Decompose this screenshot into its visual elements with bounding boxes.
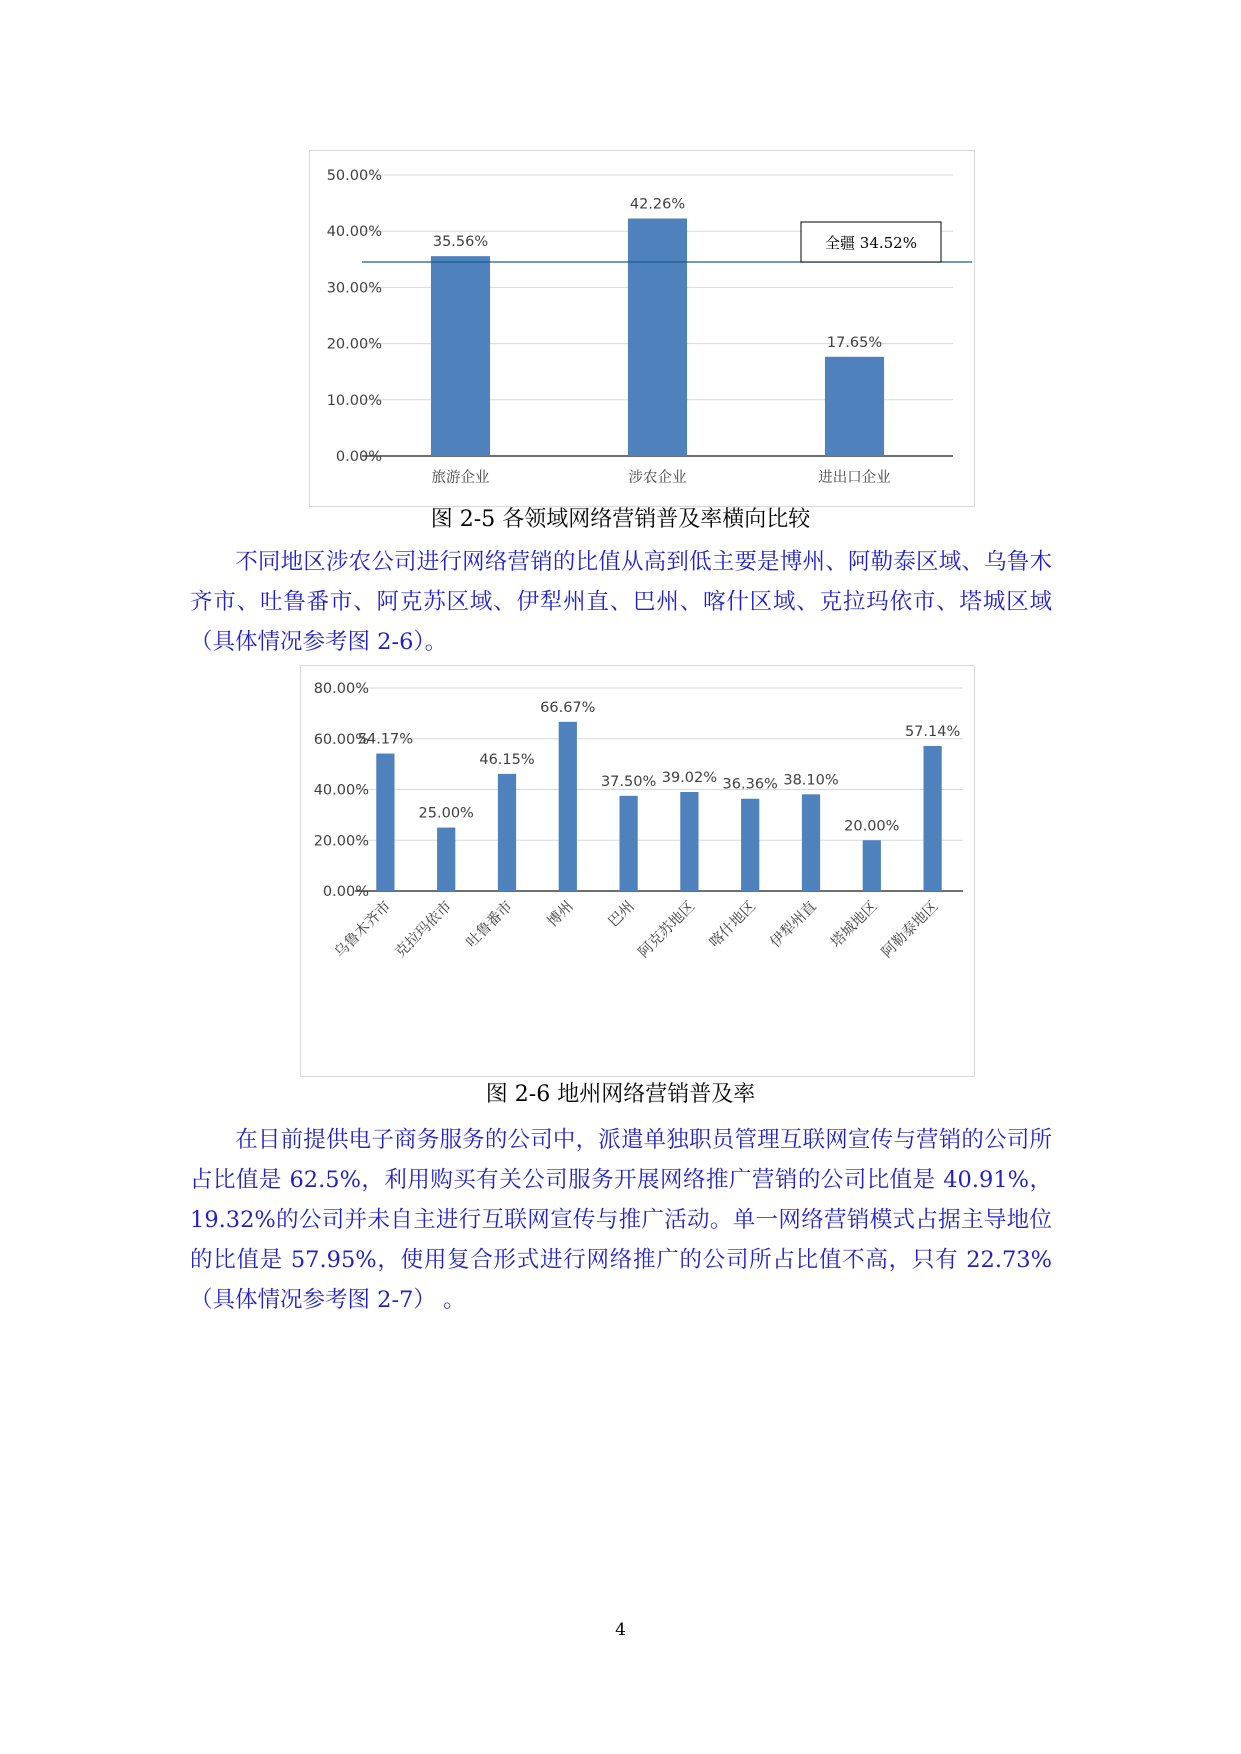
data-label: 46.15% — [479, 751, 535, 768]
chart-2-6-svg — [301, 666, 974, 1076]
x-tick-label: 克拉玛依市 — [392, 898, 456, 962]
x-tick-label: 伊犁州直 — [767, 898, 820, 951]
data-label: 57.14% — [904, 724, 961, 741]
x-tick-label: 阿克苏地区 — [635, 898, 699, 962]
figure-2-5-caption: 图 2-5 各领域网络营销普及率横向比较 — [430, 507, 811, 532]
bar — [498, 774, 516, 891]
y-tick-label: 80.00% — [313, 681, 369, 697]
x-tick-label: 喀什地区 — [706, 898, 760, 951]
y-tick-label: 20.00% — [326, 336, 382, 353]
y-tick-label: 30.00% — [326, 280, 382, 297]
bar — [628, 218, 687, 456]
x-tick-label: 巴州 — [605, 898, 638, 931]
y-tick-label: 20.00% — [313, 833, 369, 850]
bar — [680, 792, 698, 891]
x-tick-label: 涉农企业 — [628, 470, 687, 486]
data-label: 42.26% — [629, 196, 686, 213]
x-tick-label: 阿勒泰地区 — [878, 898, 942, 962]
page-number: 4 — [615, 1620, 626, 1640]
data-label: 66.67% — [540, 699, 596, 716]
data-label: 25.00% — [418, 805, 474, 822]
data-label: 54.17% — [357, 731, 414, 748]
x-tick-label: 吐鲁番市 — [463, 898, 516, 951]
y-tick-label: 0.00% — [322, 884, 369, 900]
bar — [431, 256, 490, 456]
x-tick-label: 旅游企业 — [431, 470, 490, 486]
x-tick-label: 博州 — [544, 898, 577, 931]
y-tick-label: 0.00% — [335, 449, 382, 465]
x-tick-label: 乌鲁木齐市 — [331, 898, 395, 962]
bar — [923, 746, 941, 891]
data-label: 37.50% — [600, 773, 657, 790]
y-tick-label: 40.00% — [313, 782, 369, 799]
y-tick-label: 40.00% — [326, 224, 382, 241]
bar — [619, 796, 637, 891]
paragraph-ecommerce-text: 在目前提供电子商务服务的公司中，派遣单独职员管理互联网宣传与营销的公司所占比值是 62.5%，利用购买有关公司服务开展网络推广营销的公司比值是 40.91%，19.32%的公司并未自主进行互联网宣传与推广活动。单一网络营销模式占据主导地位的比值是 57.95%，使用复合形式进行网络推广的公司所占比值不高，只有 22.73%（具体情况参考图 2-7） 。 — [190, 1127, 1052, 1313]
data-label: 38.10% — [783, 772, 839, 789]
bar — [825, 357, 884, 456]
reference-label: 全疆 34.52% — [825, 233, 917, 252]
paragraph-ecommerce — [190, 1120, 1052, 1320]
x-tick-label: 进出口企业 — [818, 470, 891, 486]
x-tick-label: 塔城地区 — [828, 898, 881, 951]
data-label: 20.00% — [844, 818, 900, 835]
bar — [863, 840, 881, 891]
data-label: 39.02% — [661, 769, 718, 786]
bar — [376, 754, 394, 891]
figure-2-6-caption: 图 2-6 地州网络营销普及率 — [485, 1082, 756, 1107]
bar — [741, 799, 759, 891]
bar — [559, 722, 577, 891]
data-label: 17.65% — [826, 334, 883, 351]
figure-2-5-chart — [309, 150, 975, 507]
bar — [437, 828, 455, 891]
y-tick-label: 60.00% — [313, 731, 369, 748]
paragraph-regions — [190, 542, 1052, 662]
paragraph-regions-text: 不同地区涉农公司进行网络营销的比值从高到低主要是博州、阿勒泰区域、乌鲁木齐市、吐鲁番市、阿克苏区域、伊犁州直、巴州、喀什区域、克拉玛依市、塔城区域（具体情况参考图 2-6）。 — [190, 549, 1052, 655]
figure-2-6-chart — [300, 665, 975, 1077]
y-tick-label: 50.00% — [326, 168, 382, 184]
y-tick-label: 10.00% — [326, 392, 382, 409]
data-label: 36.36% — [722, 776, 778, 793]
chart-2-5-svg — [310, 151, 974, 506]
bar — [802, 794, 820, 891]
data-label: 35.56% — [432, 234, 489, 251]
